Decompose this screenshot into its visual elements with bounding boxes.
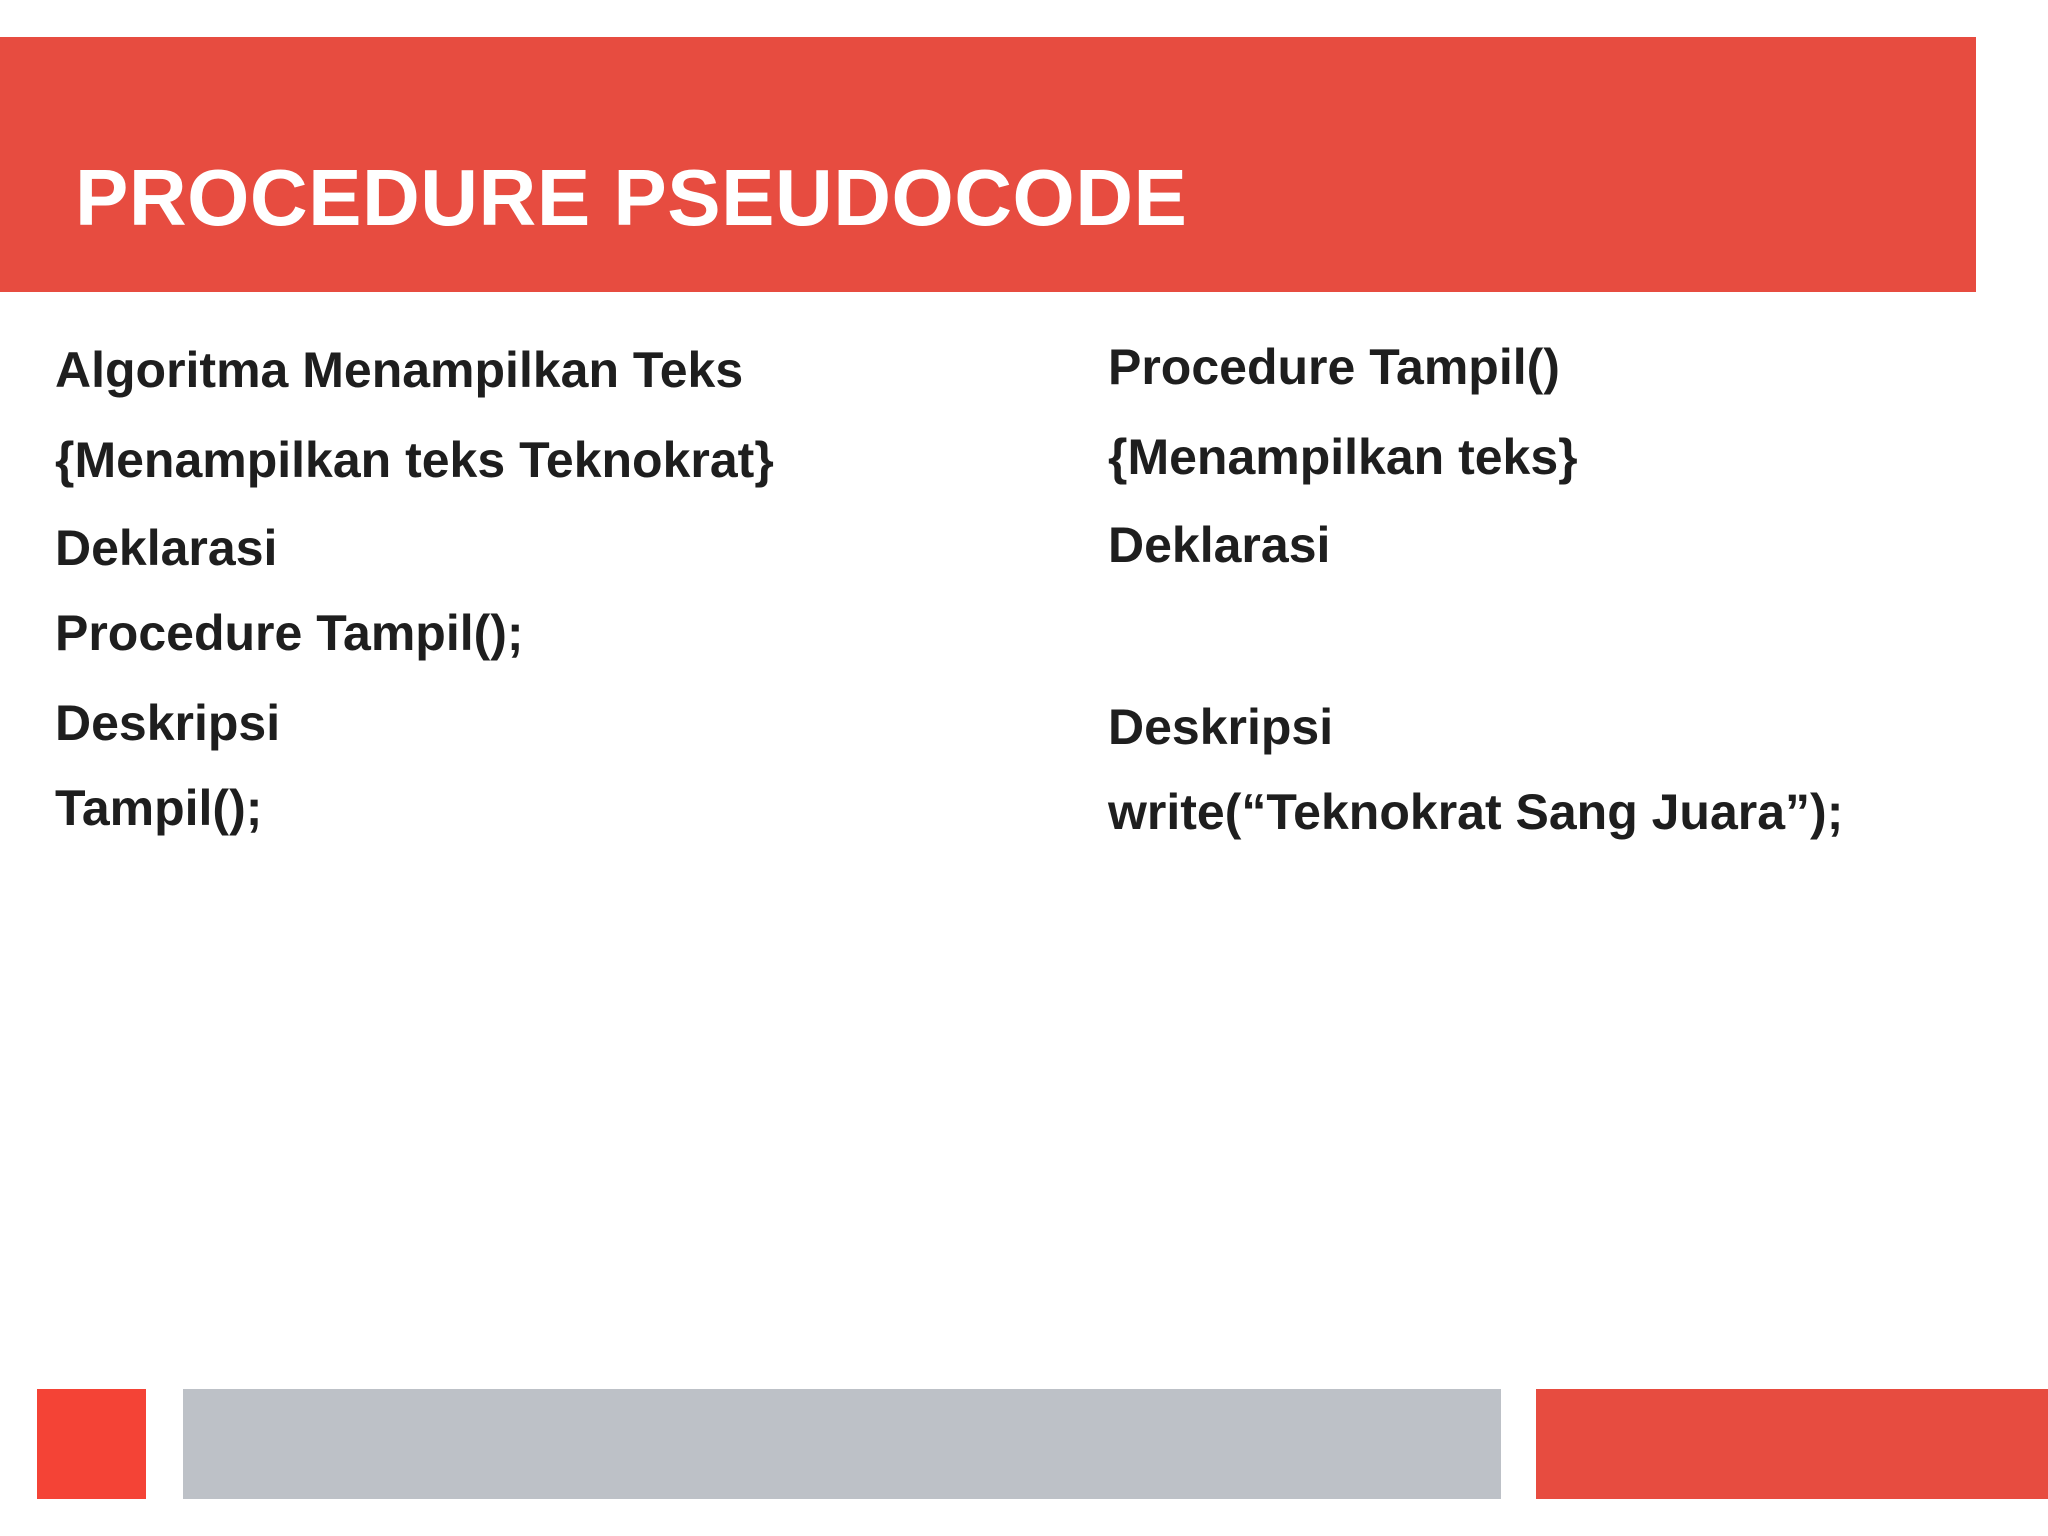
- right-line-write-statement: write(“Teknokrat Sang Juara”);: [1108, 784, 1844, 840]
- left-line-declaration-heading: Deklarasi: [55, 520, 278, 576]
- left-line-description-heading: Deskripsi: [55, 695, 281, 751]
- right-line-description-heading: Deskripsi: [1108, 699, 1334, 755]
- left-line-procedure-call: Tampil();: [55, 780, 263, 836]
- right-line-comment: {Menampilkan teks}: [1108, 429, 1578, 485]
- left-line-procedure-declaration: Procedure Tampil();: [55, 605, 524, 661]
- right-line-procedure-header: Procedure Tampil(): [1108, 339, 1560, 395]
- footer-block-middle: [183, 1389, 1501, 1499]
- footer-block-left: [37, 1389, 146, 1499]
- left-line-comment: {Menampilkan teks Teknokrat}: [55, 432, 774, 488]
- right-line-declaration-heading: Deklarasi: [1108, 517, 1331, 573]
- left-line-algorithm-name: Algoritma Menampilkan Teks: [55, 342, 744, 398]
- footer-block-right: [1536, 1389, 2048, 1499]
- slide-title: PROCEDURE PSEUDOCODE: [75, 153, 1188, 242]
